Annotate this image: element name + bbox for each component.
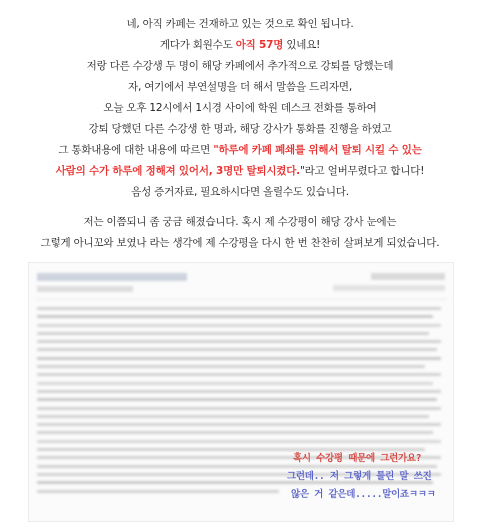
text-line-6: 강퇴 당했던 다른 수강생 한 명과, 해당 강사가 통화를 진행을 하였고 [88,123,392,135]
text-line-1: 네, 아직 카페는 건재하고 있는 것으로 확인 됩니다. [126,18,354,30]
quote-highlight-2: 사람의 수가 하루에 정해져 있어서, 3명만 탈퇴시켰다. [55,165,300,177]
handwriting-line-2: 그런데.. 저 그렇게 틀린 말 쓰진 [287,471,432,482]
text-line-2: 게다가 회원수도 아직 57명 있네요! [159,39,321,51]
handwriting-line-1: 혹시 수강평 때문에 그런가요? [293,453,422,464]
handwritten-annotation [283,450,479,504]
member-count-highlight: 아직 57명 [235,39,284,51]
screenshot-header [35,269,447,300]
text-line-9: 음성 증거자료, 필요하시다면 올릴수도 있습니다. [131,186,349,198]
text-line-10: 저는 이쯤되니 좀 궁금 해졌습니다. 혹시 제 수강평이 해당 강사 눈에는 [83,216,397,228]
text-line-7: 그 통화내용에 대한 내용에 따르면 "하루에 카페 폐쇄를 위해서 탈퇴 시킬 수 있는 [58,144,422,156]
text-line-4: 자, 여기에서 부연설명을 더 해서 말씀을 드리자면, [128,81,352,93]
text-line-5: 오늘 오후 12시에서 1시경 사이에 학원 데스크 전화를 통하여 [103,102,377,114]
handwriting-line-3: 않은 거 같은데.....말이죠ㅋㅋㅋ [291,489,436,500]
text-line-8: 사람의 수가 하루에 정해져 있어서, 3명만 탈퇴시켰다."라고 얼버무렸다고 합니다! [55,165,425,177]
text-line-3: 저랑 다른 수강생 두 명이 해당 카페에서 추가적으로 강퇴를 당했는데 [86,60,394,72]
quote-highlight-1: "하루에 카페 폐쇄를 위해서 탈퇴 시킬 수 있는 [213,144,422,156]
post-body [0,14,480,254]
text-line-11: 그렇게 아니꼬와 보였나 라는 생각에 제 수강평을 다시 한 번 찬찬히 살펴보게 되었습니다. [40,237,440,249]
